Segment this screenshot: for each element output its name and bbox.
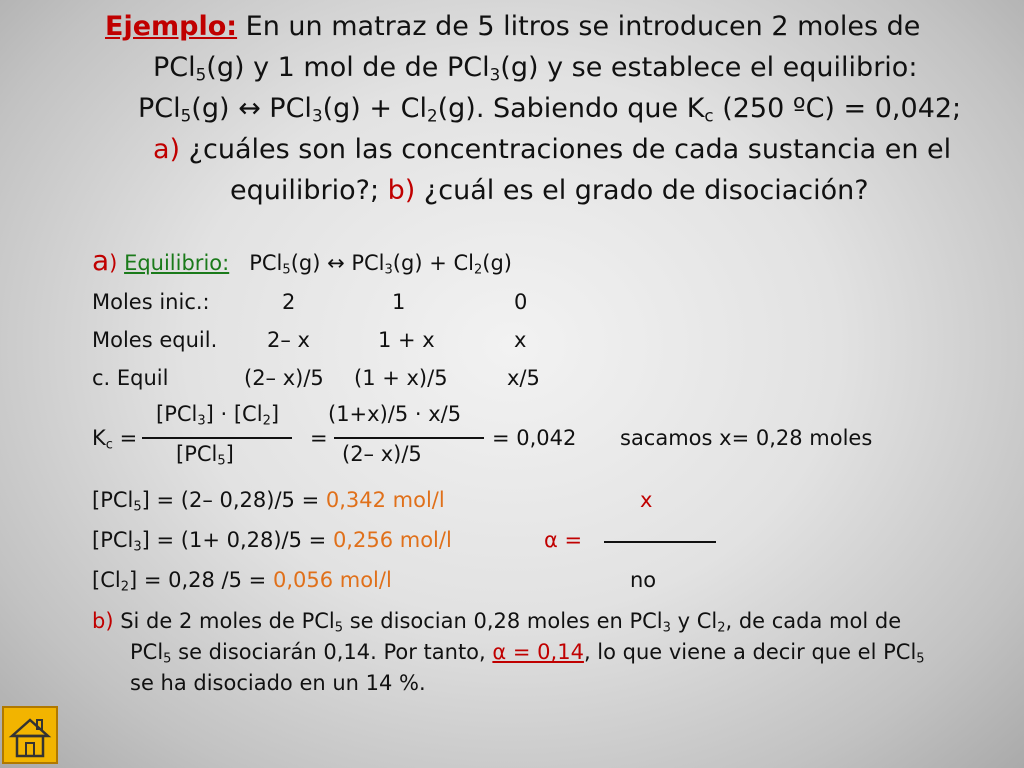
part-b-paragraph: b) Si de 2 moles de PCl$_5$ se disocian 0,28 moles en PCl$_3$ y $Cl_2$, de cada mol de PCl$_5$ se disociarán 0,14. Por tanto, α = 0,14, lo que viene a decir que el PCl$_5$ se ha disociado en un 14 %. [92, 609, 925, 695]
title-line-1: Ejemplo: En un matraz de 5 litros se introducen 2 moles de [105, 11, 921, 42]
kc-denominator-2: (2– x)/5 [342, 442, 422, 466]
home-button[interactable] [2, 706, 58, 764]
kc-numerator-2: (1+x)/5 · x/5 [328, 402, 462, 426]
title-line-2: PCl$_5$(g) y 1 mol de de PCl$_3$(g) y se establece el equilibrio: [153, 52, 918, 85]
part-b-answer-label: b) [92, 609, 114, 633]
alpha-label: α = [544, 528, 583, 552]
alpha-numerator: x [640, 488, 653, 512]
part-b-label: b) [387, 175, 416, 206]
equilibrium-row: a) Equilibrio: PCl$_5$(g) ↔ $PCl_3(g) + Cl_2(g)$ [92, 244, 512, 278]
part-a-label: a) [153, 134, 181, 165]
conc-cl2-row: $[Cl_2] = 0,28$ /5 = 0,056 mol/l no [92, 568, 657, 595]
kc-fraction-bar-2 [334, 437, 484, 439]
title-line-3: PCl$_5$(g) ↔ $PCl_3(g) + Cl_2(g)$. Sabiendo que $K_c$ (250 ºC) = 0,042; [138, 93, 962, 126]
kc-fraction-bar-1 [142, 437, 292, 439]
conc-pcl5-row: [PCl$_5$] = (2– 0,28)/5 = 0,342 mol/l x [92, 488, 653, 515]
alpha-denominator: no [630, 568, 657, 592]
ejemplo-heading: Ejemplo: [105, 11, 238, 42]
kc-expression: $[PCl_3] \cdot [Cl_2]$ $K_c$ = [PCl$_5$] = (1+x)/5 · x/5 (2– x)/5 = 0,042 sacamos x= 0,28 moles [92, 402, 873, 469]
equilibrio-label: Equilibrio: [124, 251, 230, 275]
alpha-fraction-bar [604, 541, 716, 543]
home-icon [4, 708, 56, 762]
kc-numerator-1: $[PCl_3] \cdot [Cl_2]$ [156, 402, 280, 429]
conc-pcl3-row: [PCl$_3$] = (1+ 0,28)/5 = 0,256 mol/l α = [92, 528, 992, 552]
title-line-4: a) ¿cuáles son las concentraciones de cada sustancia en el [153, 134, 952, 165]
conc-pcl5-value: 0,342 mol/l [325, 488, 445, 512]
title-line-5: equilibrio?; b) ¿cuál es el grado de disociación? [230, 175, 869, 206]
alpha-result: α = 0,14 [492, 640, 584, 664]
conc-pcl3-value: 0,256 mol/l [332, 528, 452, 552]
kc-denominator-1: [PCl$_5$] [176, 442, 234, 469]
problem-statement [105, 6, 995, 211]
conc-cl2-value: 0,056 mol/l [272, 568, 392, 592]
kc-result: sacamos x= 0,28 moles [620, 426, 873, 450]
